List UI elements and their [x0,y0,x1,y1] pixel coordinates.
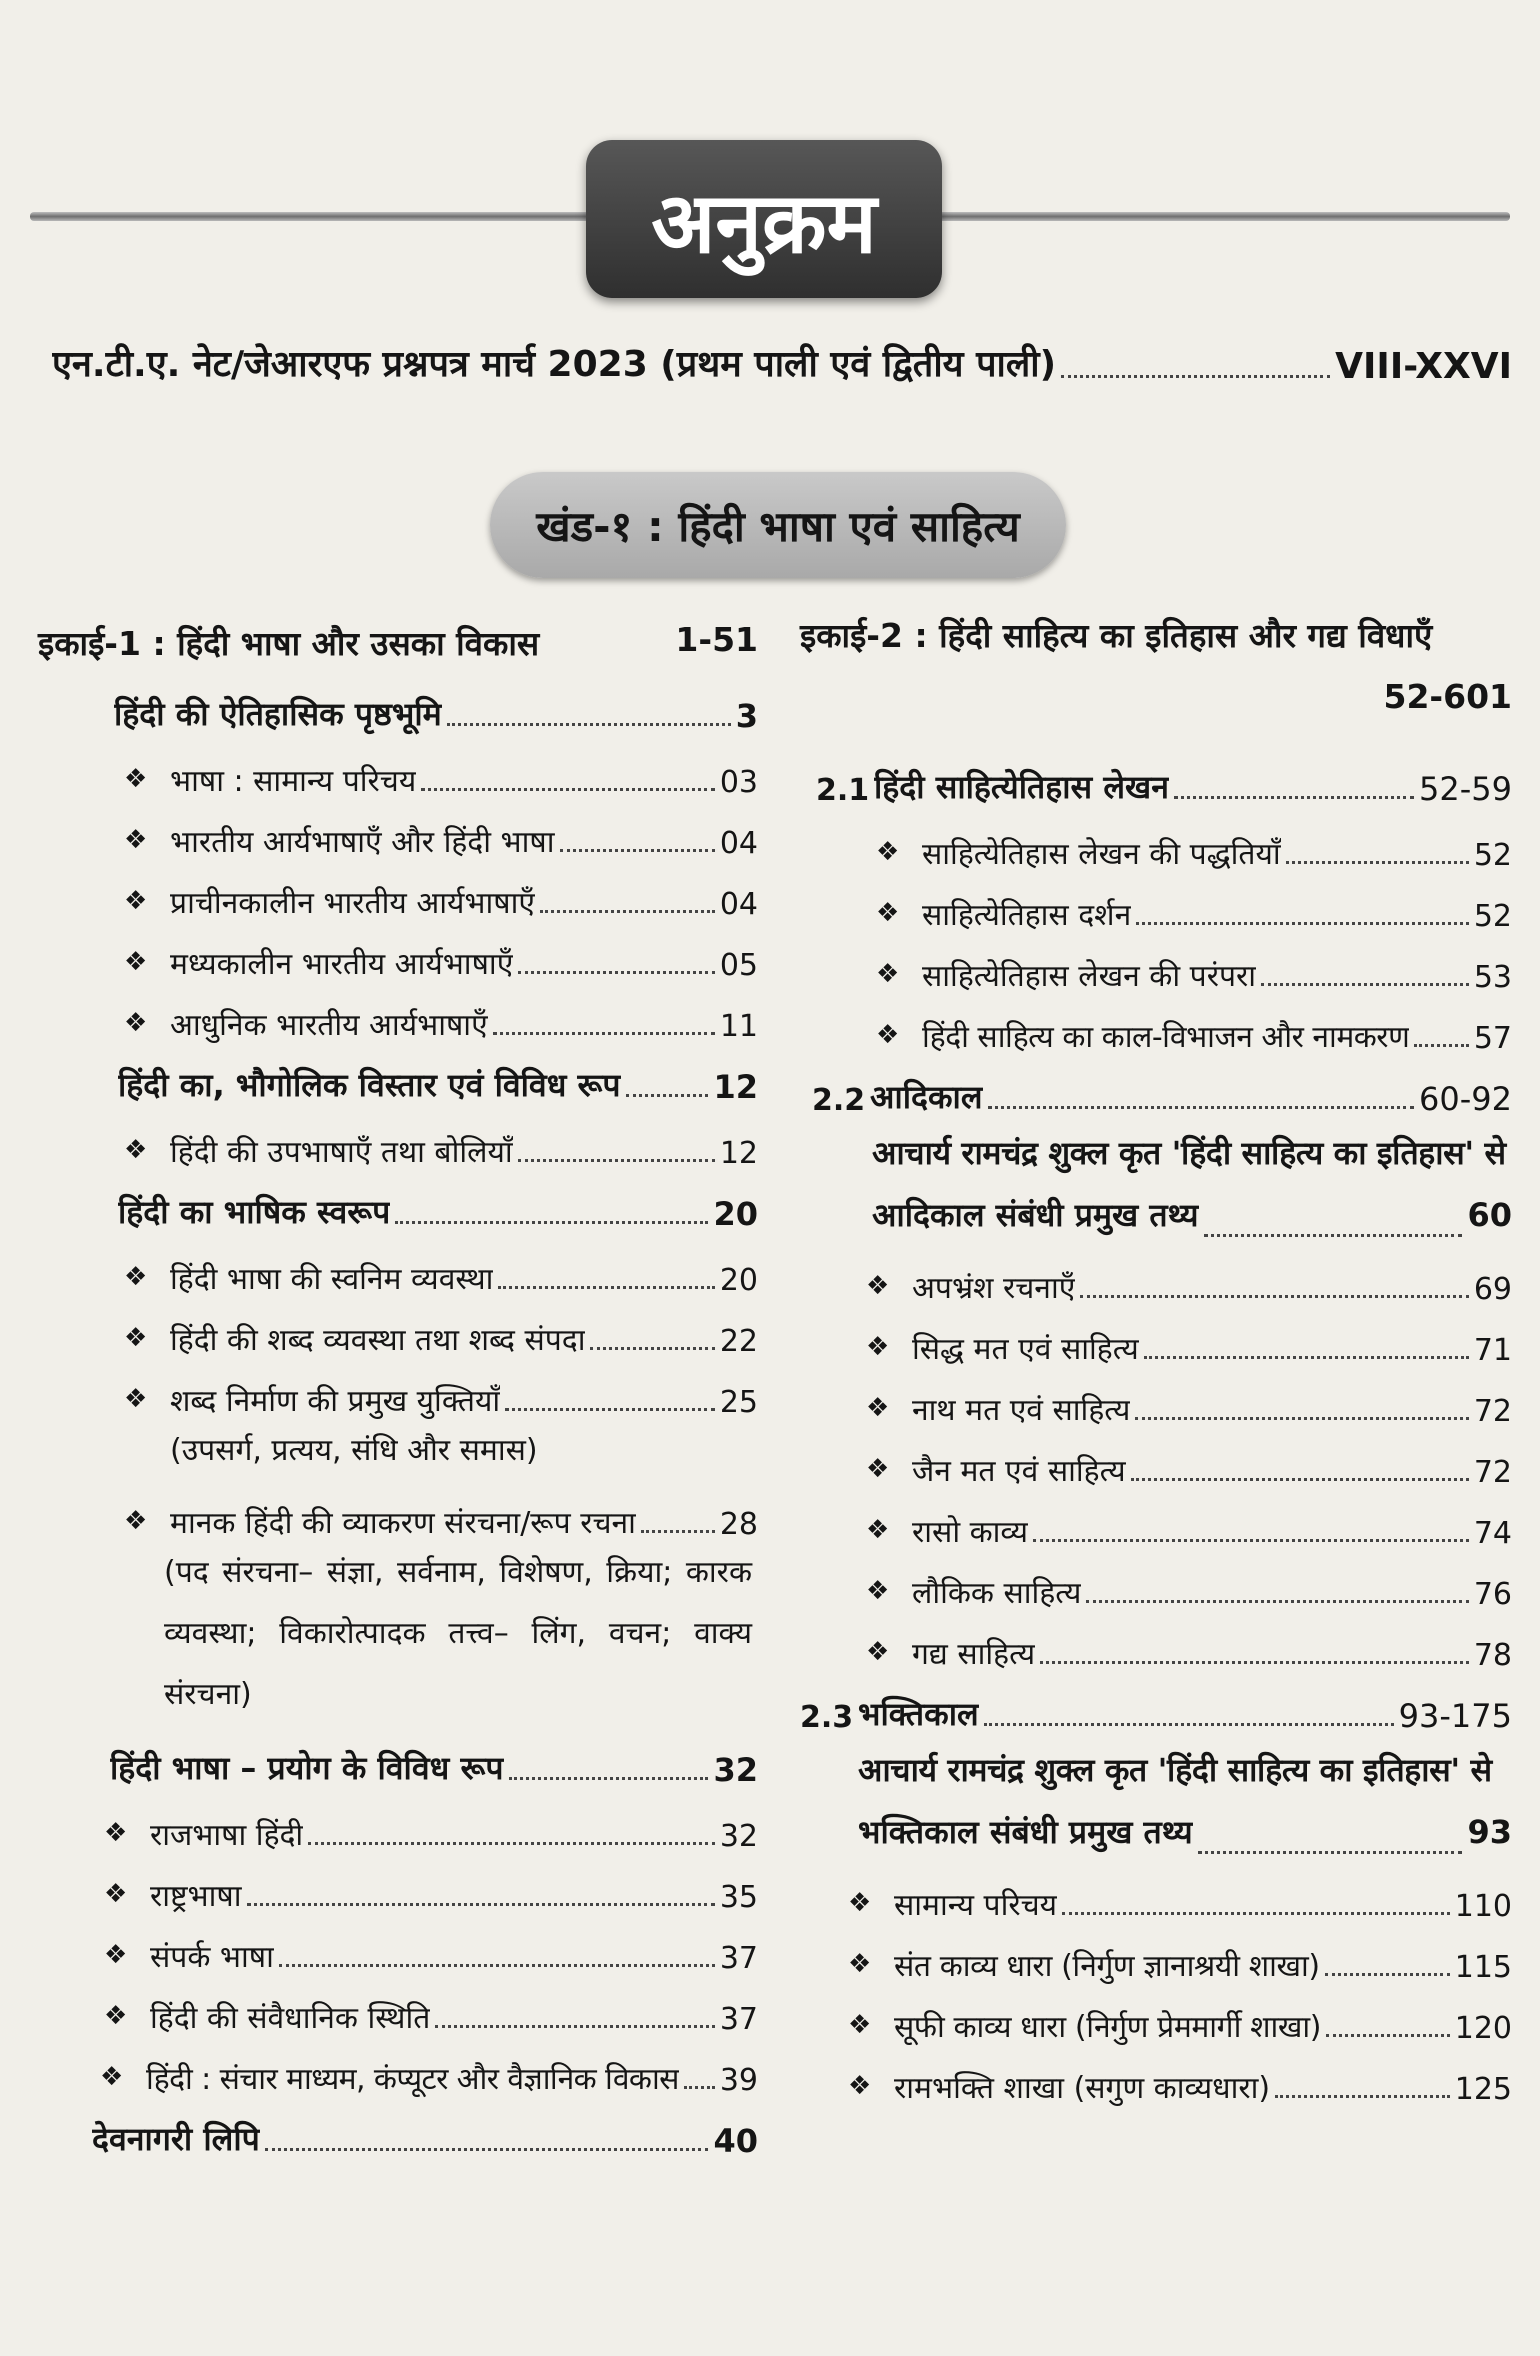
bullet-icon: ❖ [104,1818,128,1848]
bullet-icon: ❖ [124,1135,148,1165]
toc-heading-page: 93 [1467,1813,1512,1851]
toc-item-page: 37 [719,1941,758,1976]
leader-dots [560,849,715,852]
bullet-icon: ❖ [866,1454,890,1484]
toc-item[interactable] [800,934,1512,995]
leader-dots [1275,2095,1450,2098]
leader-dots [1144,1356,1469,1359]
toc-item-label: हिंदी भाषा की स्वनिम व्यवस्था [170,1262,494,1297]
toc-item[interactable] [38,983,758,1044]
toc-item-page: 78 [1473,1638,1512,1673]
toc-item[interactable] [800,1307,1512,1368]
toc-item-label: लौकिक साहित्य [912,1576,1082,1611]
toc-item[interactable] [800,1612,1512,1673]
toc-item-label: हिंदी साहित्य का काल-विभाजन और नामकरण [922,1020,1410,1055]
toc-item-label: राष्ट्रभाषा [150,1879,242,1914]
leader-dots [1136,922,1469,925]
toc-item-label: हिंदी की उपभाषाएँ तथा बोलियाँ [170,1135,513,1170]
toc-section-2-3[interactable] [800,1679,1512,1735]
toc-item-note: (पद संरचना– संज्ञा, सर्वनाम, विशेषण, क्रिया; कारक व्यवस्था; विकारोत्पादक तत्त्व– लिंग, वचन; वाक्य संरचना) [164,1555,752,1712]
leader-dots [1414,1044,1469,1047]
toc-item-label: साहित्येतिहास लेखन की पद्धतियाँ [922,837,1281,872]
toc-section-2-1[interactable] [800,752,1512,808]
toc-heading[interactable] [38,1177,758,1233]
leader-dots [684,2086,715,2089]
toc-item-label: संत काव्य धारा (निर्गुण ज्ञानाश्रयी शाखा) [894,1949,1320,1984]
bullet-icon: ❖ [124,886,148,916]
toc-item[interactable] [800,2046,1512,2107]
leader-dots [498,1286,714,1289]
toc-item-label: साहित्येतिहास दर्शन [922,898,1132,933]
leader-dots [518,971,715,974]
toc-heading-label: आदिकाल संबंधी प्रमुख तथ्य [872,1196,1199,1234]
leader-dots [1061,375,1330,378]
toc-item-page: 52 [1473,899,1512,934]
toc-item-label: भाषा : सामान्य परिचय [170,764,417,799]
toc-item[interactable] [800,1924,1512,1985]
toc-item-label: अपभ्रंश रचनाएँ [912,1271,1076,1306]
toc-heading-label: हिंदी का भाषिक स्वरूप [118,1193,391,1231]
toc-item[interactable] [800,812,1512,873]
bullet-icon: ❖ [104,2001,128,2031]
toc-item-label: रामभक्ति शाखा (सगुण काव्यधारा) [894,2071,1271,2106]
leader-dots [988,1106,1414,1109]
toc-item-page: 32 [719,1819,758,1854]
toc-heading-page: 60-92 [1419,1080,1512,1118]
bullet-icon: ❖ [100,2062,124,2092]
bullet-icon: ❖ [866,1515,890,1545]
leader-dots [1204,1234,1463,1237]
leader-dots [1286,861,1469,864]
leader-dots [505,1408,715,1411]
toc-item-page: 72 [1473,1394,1512,1429]
toc-heading-page: 20 [713,1195,758,1233]
toc-item-page: 11 [719,1009,758,1044]
bullet-icon: ❖ [866,1576,890,1606]
page-title: अनुक्रम [586,140,942,298]
leader-dots [1325,1973,1450,1976]
leader-dots [1080,1295,1468,1298]
toc-item-page: 04 [719,887,758,922]
toc-item-page: 74 [1473,1516,1512,1551]
toc-heading-page: 32 [713,1751,758,1789]
leader-dots [1040,1661,1469,1664]
toc-column-left [38,620,758,2164]
unit-range: 1-51 [675,620,758,659]
toc-item[interactable] [800,1490,1512,1551]
toc-section-2-2[interactable] [800,1062,1512,1118]
toc-item[interactable] [38,1915,758,1976]
bullet-icon: ❖ [848,2071,872,2101]
toc-item-page: 25 [719,1385,758,1420]
toc-item-page: 05 [719,948,758,983]
toc-item[interactable] [800,1863,1512,1924]
bullet-icon: ❖ [876,1020,900,1050]
leader-dots [447,723,731,726]
bullet-icon: ❖ [124,947,148,977]
unit-title: इकाई-2 : हिंदी साहित्य का इतिहास और गद्य विधाएँ [800,616,1433,655]
toc-item[interactable] [38,1854,758,1915]
toc-item-label: मानक हिंदी की व्याकरण संरचना/रूप रचना [170,1506,636,1541]
bullet-icon: ❖ [848,1888,872,1918]
toc-item-label: रासो काव्य [912,1515,1029,1550]
bullet-icon: ❖ [876,959,900,989]
toc-heading-label: हिंदी साहित्येतिहास लेखन [874,768,1169,806]
toc-item[interactable] [800,995,1512,1056]
bullet-icon: ❖ [866,1332,890,1362]
toc-item-page: 115 [1454,1950,1512,1985]
toc-subheading-entry[interactable] [800,1801,1512,1863]
leader-dots [1174,796,1414,799]
toc-item-label: सिद्ध मत एवं साहित्य [912,1332,1139,1367]
toc-heading[interactable] [38,1733,758,1789]
toc-item[interactable] [38,1481,758,1542]
unit-heading[interactable] [38,620,758,665]
unit-title: इकाई-1 : हिंदी भाषा और उसका विकास [38,624,540,663]
toc-item-label: हिंदी की संवैधानिक स्थिति [150,2001,431,2036]
bullet-icon: ❖ [104,1879,128,1909]
toc-heading-page: 60 [1467,1196,1512,1234]
toc-item[interactable] [38,1298,758,1359]
bullet-icon: ❖ [124,1323,148,1353]
leader-dots [1198,1851,1463,1854]
toc-item[interactable] [38,1976,758,2037]
toc-heading[interactable] [38,679,758,735]
toc-entry-label: एन.टी.ए. नेट/जेआरएफ प्रश्नपत्र मार्च 2023 (प्रथम पाली एवं द्वितीय पाली) [52,344,1057,385]
bullet-icon: ❖ [124,825,148,855]
leader-dots [1062,1912,1450,1915]
toc-subheading: आचार्य रामचंद्र शुक्ल कृत 'हिंदी साहित्य का इतिहास' से [858,1751,1492,1789]
bullet-icon: ❖ [124,764,148,794]
toc-item-label: नाथ मत एवं साहित्य [912,1393,1131,1428]
leader-dots [590,1347,714,1350]
leader-dots [1033,1539,1469,1542]
bullet-icon: ❖ [866,1271,890,1301]
leader-dots [308,1842,715,1845]
toc-item[interactable] [38,1359,758,1420]
toc-column-right [800,612,1512,2107]
unit-heading[interactable] [800,612,1512,657]
toc-item-page: 69 [1473,1272,1512,1307]
toc-item-label: संपर्क भाषा [150,1940,274,1975]
bullet-icon: ❖ [124,1008,148,1038]
leader-dots [1326,2034,1450,2037]
leader-dots [984,1723,1394,1726]
leader-dots [1086,1600,1468,1603]
toc-item-label: हिंदी : संचार माध्यम, कंप्यूटर और वैज्ञानिक विकास [146,2062,679,2097]
toc-heading-page: 52-59 [1419,770,1512,808]
toc-entry-nta-paper[interactable] [52,338,1512,387]
toc-item-page: 28 [719,1507,758,1542]
toc-subheading: आचार्य रामचंद्र शुक्ल कृत 'हिंदी साहित्य का इतिहास' से [872,1134,1506,1172]
leader-dots [641,1530,715,1533]
toc-heading-label: देवनागरी लिपि [92,2120,260,2158]
toc-item-page: 72 [1473,1455,1512,1490]
toc-entry-page: VIII-XXVI [1335,346,1512,387]
leader-dots [421,788,715,791]
toc-item[interactable] [38,739,758,800]
toc-item[interactable] [38,800,758,861]
toc-item-page: 53 [1473,960,1512,995]
bullet-icon: ❖ [124,1262,148,1292]
toc-item-page: 35 [719,1880,758,1915]
toc-heading[interactable] [38,1050,758,1106]
section-heading: खंड-१ : हिंदी भाषा एवं साहित्य [490,472,1066,578]
section-number: 2.2 [812,1083,866,1118]
toc-item-page: 120 [1454,2011,1512,2046]
toc-item[interactable] [800,1985,1512,2046]
toc-item-page: 57 [1473,1021,1512,1056]
leader-dots [247,1903,715,1906]
bullet-icon: ❖ [848,1949,872,1979]
bullet-icon: ❖ [124,1506,148,1536]
toc-heading-label: भक्तिकाल संबंधी प्रमुख तथ्य [858,1813,1193,1851]
toc-item-note: (उपसर्ग, प्रत्यय, संधि और समास) [170,1433,538,1468]
toc-item-label: प्राचीनकालीन भारतीय आर्यभाषाएँ [170,886,535,921]
toc-item-page: 125 [1454,2072,1512,2107]
bullet-icon: ❖ [866,1637,890,1667]
toc-item-label: मध्यकालीन भारतीय आर्यभाषाएँ [170,947,514,982]
toc-item-page: 52 [1473,838,1512,873]
bullet-icon: ❖ [848,2010,872,2040]
bullet-icon: ❖ [124,1384,148,1414]
toc-item-page: 20 [719,1263,758,1298]
toc-item[interactable] [800,1429,1512,1490]
toc-item-page: 04 [719,826,758,861]
toc-heading-page: 40 [713,2122,758,2160]
toc-heading-label: हिंदी की ऐतिहासिक पृष्ठभूमि [114,695,442,733]
toc-item[interactable] [38,1110,758,1171]
toc-heading-label: हिंदी भाषा – प्रयोग के विविध रूप [110,1749,504,1787]
toc-heading-page: 12 [713,1068,758,1106]
toc-subheading-entry[interactable] [800,1184,1512,1246]
leader-dots [493,1032,715,1035]
toc-item-label: भारतीय आर्यभाषाएँ और हिंदी भाषा [170,825,555,860]
section-number: 2.1 [816,773,870,808]
leader-dots [395,1221,708,1224]
toc-heading-label: हिंदी का, भौगोलिक विस्तार एवं विविध रूप [118,1066,621,1104]
toc-item-page: 76 [1473,1577,1512,1612]
toc-item-label: राजभाषा हिंदी [150,1818,304,1853]
toc-item[interactable] [800,1246,1512,1307]
toc-item[interactable] [38,2037,758,2098]
toc-item-page: 22 [719,1324,758,1359]
toc-item-page: 03 [719,765,758,800]
leader-dots [509,1777,709,1780]
bullet-icon: ❖ [104,1940,128,1970]
toc-item[interactable] [38,922,758,983]
leader-dots [626,1094,709,1097]
toc-item-page: 110 [1454,1889,1512,1924]
leader-dots [1131,1478,1469,1481]
toc-item-label: आधुनिक भारतीय आर्यभाषाएँ [170,1008,488,1043]
toc-item-label: शब्द निर्माण की प्रमुख युक्तियाँ [170,1384,501,1419]
toc-item-label: साहित्येतिहास लेखन की परंपरा [922,959,1257,994]
toc-heading[interactable] [38,2104,758,2160]
leader-dots [1261,983,1469,986]
toc-item[interactable] [38,1793,758,1854]
toc-item-page: 12 [719,1136,758,1171]
bullet-icon: ❖ [866,1393,890,1423]
toc-item-page: 39 [719,2063,758,2098]
toc-heading-page: 93-175 [1398,1697,1512,1735]
toc-item-label: गद्य साहित्य [912,1637,1036,1672]
toc-item-page: 37 [719,2002,758,2037]
toc-item-label: सामान्य परिचय [894,1888,1058,1923]
toc-item[interactable] [800,1551,1512,1612]
bullet-icon: ❖ [876,898,900,928]
leader-dots [540,910,715,913]
toc-item[interactable] [38,1237,758,1298]
section-number: 2.3 [800,1700,854,1735]
toc-item-label: जैन मत एवं साहित्य [912,1454,1126,1489]
toc-item-label: हिंदी की शब्द व्यवस्था तथा शब्द संपदा [170,1323,586,1358]
leader-dots [518,1159,715,1162]
leader-dots [1135,1417,1468,1420]
toc-item[interactable] [38,861,758,922]
toc-heading-label: भक्तिकाल [858,1695,979,1733]
leader-dots [279,1964,715,1967]
toc-heading-page: 3 [735,697,758,735]
bullet-icon: ❖ [876,837,900,867]
toc-item-page: 71 [1473,1333,1512,1368]
leader-dots [265,2148,709,2151]
toc-item[interactable] [800,873,1512,934]
unit-range: 52-601 [1383,677,1512,716]
toc-heading-label: आदिकाल [870,1078,983,1116]
toc-item[interactable] [800,1368,1512,1429]
toc-item-label: सूफी काव्य धारा (निर्गुण प्रेममार्गी शाखा) [894,2010,1322,2045]
leader-dots [435,2025,714,2028]
